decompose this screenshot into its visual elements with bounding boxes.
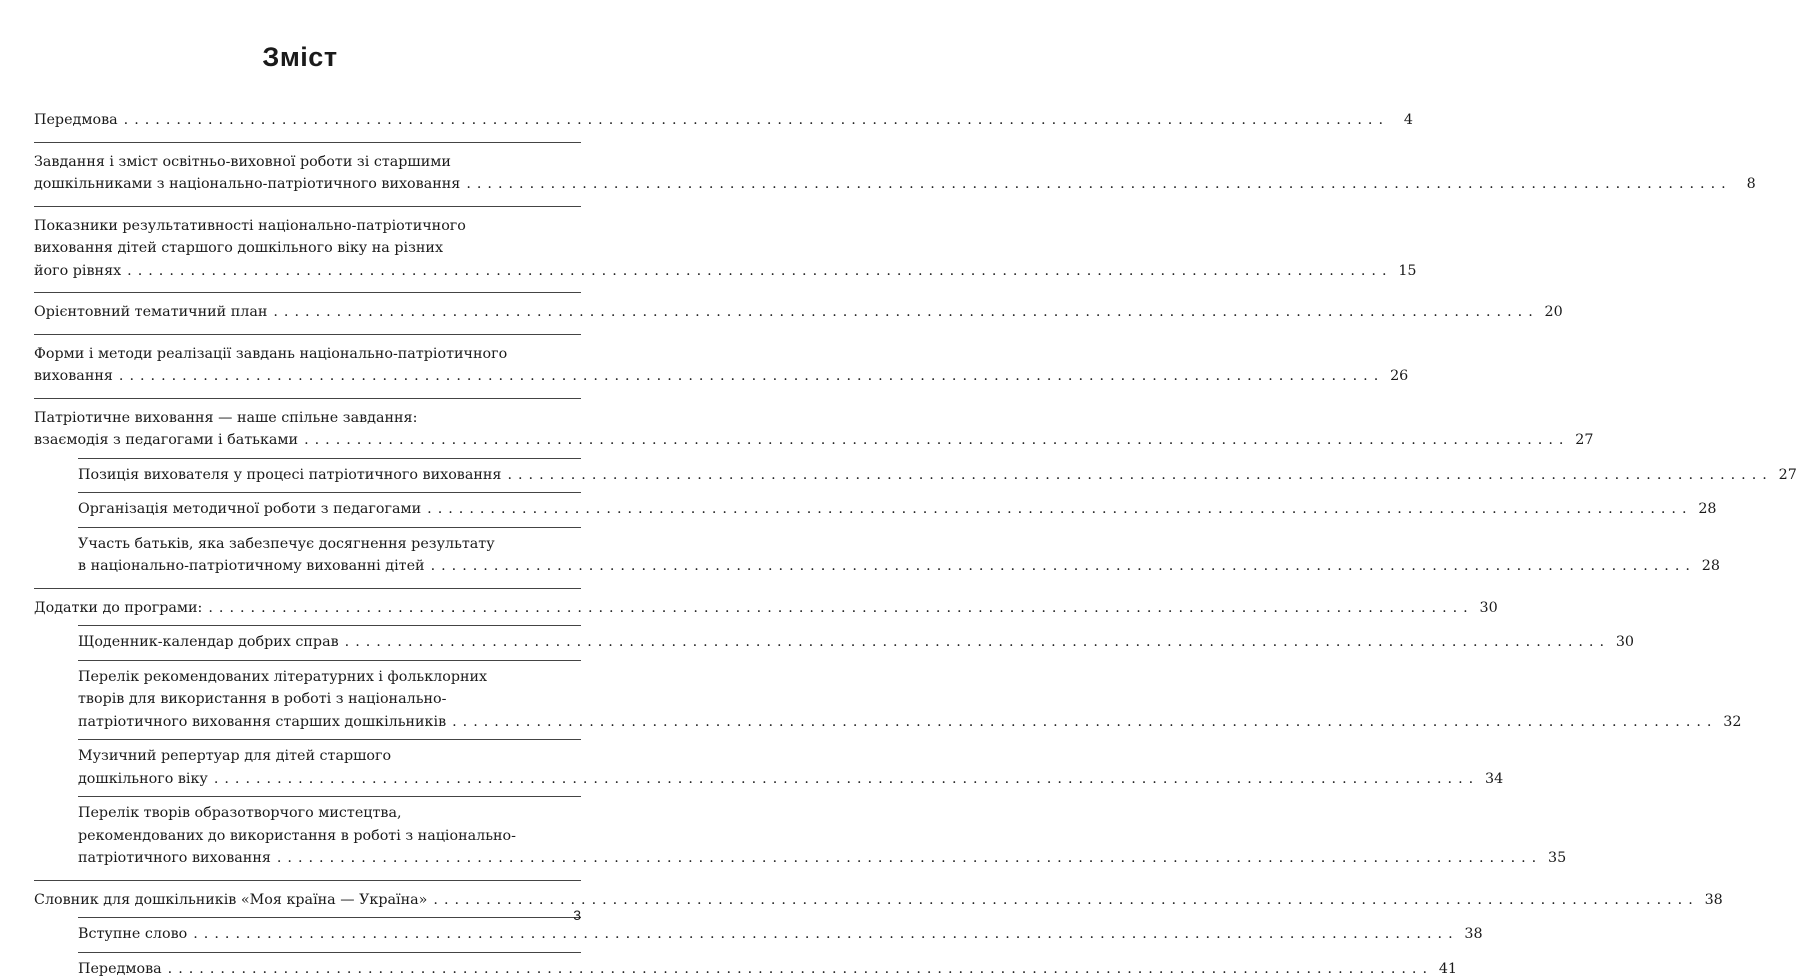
toc-separator [78,952,581,953]
toc-separator [78,796,581,797]
dot-leader: ........................................................................................................................ [168,958,1433,980]
toc-entry[interactable] [34,301,581,324]
toc-separator [34,334,581,335]
toc-entry-title-line: взаємодія з педагогами і батьками [34,429,298,452]
dot-leader: ........................................................................................................................ [452,711,1717,734]
toc-entry-title-line: дошкільного віку [78,768,208,791]
toc-subentry[interactable] [78,745,581,790]
toc-entry-title-line: Форми і методи реалізації завдань національно-патріотичного [34,343,581,366]
toc-page-number: 41 [1437,958,1457,980]
toc-page-number: 34 [1483,768,1503,791]
toc-page-number: 30 [1614,631,1634,654]
dot-leader: ........................................................................................................................ [431,555,1696,578]
toc-page-number: 30 [1478,597,1498,620]
toc-page-number: 28 [1697,498,1717,521]
toc-subentry[interactable] [78,802,581,870]
toc-entry[interactable] [34,889,581,912]
toc-separator [78,492,581,493]
dot-leader: ........................................................................................................................ [208,597,1473,620]
toc-separator [34,880,581,881]
toc-page-number: 27 [1573,429,1593,452]
toc-page-number: 38 [1463,923,1483,946]
toc-entry-title-line: Організація методичної роботи з педагогами [78,498,421,521]
toc-subentry[interactable] [78,533,581,578]
toc-entry-title-line: Завдання і зміст освітньо-виховної роботи зі старшими [34,151,581,174]
toc-separator [78,458,581,459]
toc-entry-title-line: Перелік творів образотворчого мистецтва, [78,802,581,825]
toc-entry-title-line: Щоденник-календар добрих справ [78,631,339,654]
toc-separator [34,398,581,399]
dot-leader: ........................................................................................................................ [304,429,1569,452]
toc-subentry[interactable] [78,498,581,521]
toc-subentry[interactable] [78,464,581,487]
toc-page-number: 32 [1721,711,1741,734]
toc-entry-title-line: Показники результативності національно-патріотичного [34,215,581,238]
toc-entry-title-line: Вступне слово [78,923,187,946]
toc-subentry[interactable] [78,631,581,654]
dot-leader: ........................................................................................................................ [193,923,1458,946]
toc-entry-title-line: Словник для дошкільників «Моя країна — Україна» [34,889,427,912]
toc-entry-title-line: виховання дітей старшого дошкільного віку на різних [34,237,581,260]
toc-separator [34,588,581,589]
toc-entry-title-line: творів для використання в роботі з національно- [78,688,581,711]
toc-entry[interactable] [34,343,581,388]
toc-entry-title-line: дошкільниками з національно-патріотичного виховання [34,173,460,196]
toc-page-number: 35 [1546,847,1566,870]
dot-leader: ........................................................................................................................ [273,301,1538,324]
dot-leader: ........................................................................................................................ [433,889,1698,912]
toc-page-number: 4 [1393,109,1413,132]
toc-page-number: 38 [1703,889,1723,912]
toc-entry-title-line: Передмова [78,958,162,980]
toc-separator [78,917,581,918]
table-of-contents [34,109,581,980]
toc-separator [34,142,581,143]
dot-leader: ........................................................................................................................ [427,498,1692,521]
dot-leader: ........................................................................................................................ [124,109,1389,132]
toc-entry[interactable] [34,109,581,132]
toc-page-number: 8 [1736,173,1756,196]
toc-entry-title-line: патріотичного виховання [78,847,271,870]
toc-entry[interactable] [34,151,581,196]
dot-leader: ........................................................................................................................ [466,173,1731,196]
toc-separator [78,527,581,528]
toc-entry[interactable] [34,407,581,452]
toc-entry-title-line: його рівнях [34,260,121,283]
dot-leader: ........................................................................................................................ [345,631,1610,654]
toc-separator [78,625,581,626]
page-title: Зміст [0,42,600,73]
toc-entry-title-line: виховання [34,365,113,388]
dot-leader: ........................................................................................................................ [214,768,1479,791]
toc-page-number: 15 [1397,260,1417,283]
toc-entry-title-line: патріотичного виховання старших дошкільників [78,711,446,734]
toc-page-number: 28 [1700,555,1720,578]
toc-entry-title-line: Орієнтовний тематичний план [34,301,267,324]
toc-entry-title-line: Позиція вихователя у процесі патріотичного виховання [78,464,501,487]
toc-entry-title-line: в національно-патріотичному вихованні дітей [78,555,425,578]
toc-entry-title-line: Додатки до програми: [34,597,202,620]
toc-separator [34,292,581,293]
dot-leader: ........................................................................................................................ [127,260,1392,283]
toc-entry-title-line: Музичний репертуар для дітей старшого [78,745,581,768]
page-number: 3 [573,907,581,923]
toc-page-number: 27 [1777,464,1797,487]
toc-entry-title-line: Передмова [34,109,118,132]
toc-separator [78,660,581,661]
toc-subentry[interactable] [78,958,581,980]
toc-subentry[interactable] [78,923,581,946]
toc-entry[interactable] [34,597,581,620]
dot-leader: ........................................................................................................................ [277,847,1542,870]
toc-entry-title-line: рекомендованих до використання в роботі з національно- [78,825,581,848]
toc-separator [34,206,581,207]
toc-entry-title-line: Патріотичне виховання — наше спільне завдання: [34,407,581,430]
dot-leader: ........................................................................................................................ [507,464,1772,487]
toc-entry-title-line: Перелік рекомендованих літературних і фольклорних [78,666,581,689]
toc-separator [78,739,581,740]
toc-subentry[interactable] [78,666,581,734]
toc-entry[interactable] [34,215,581,283]
toc-entry-title-line: Участь батьків, яка забезпечує досягнення результату [78,533,581,556]
dot-leader: ........................................................................................................................ [119,365,1384,388]
toc-page-number: 26 [1388,365,1408,388]
toc-page-number: 20 [1543,301,1563,324]
